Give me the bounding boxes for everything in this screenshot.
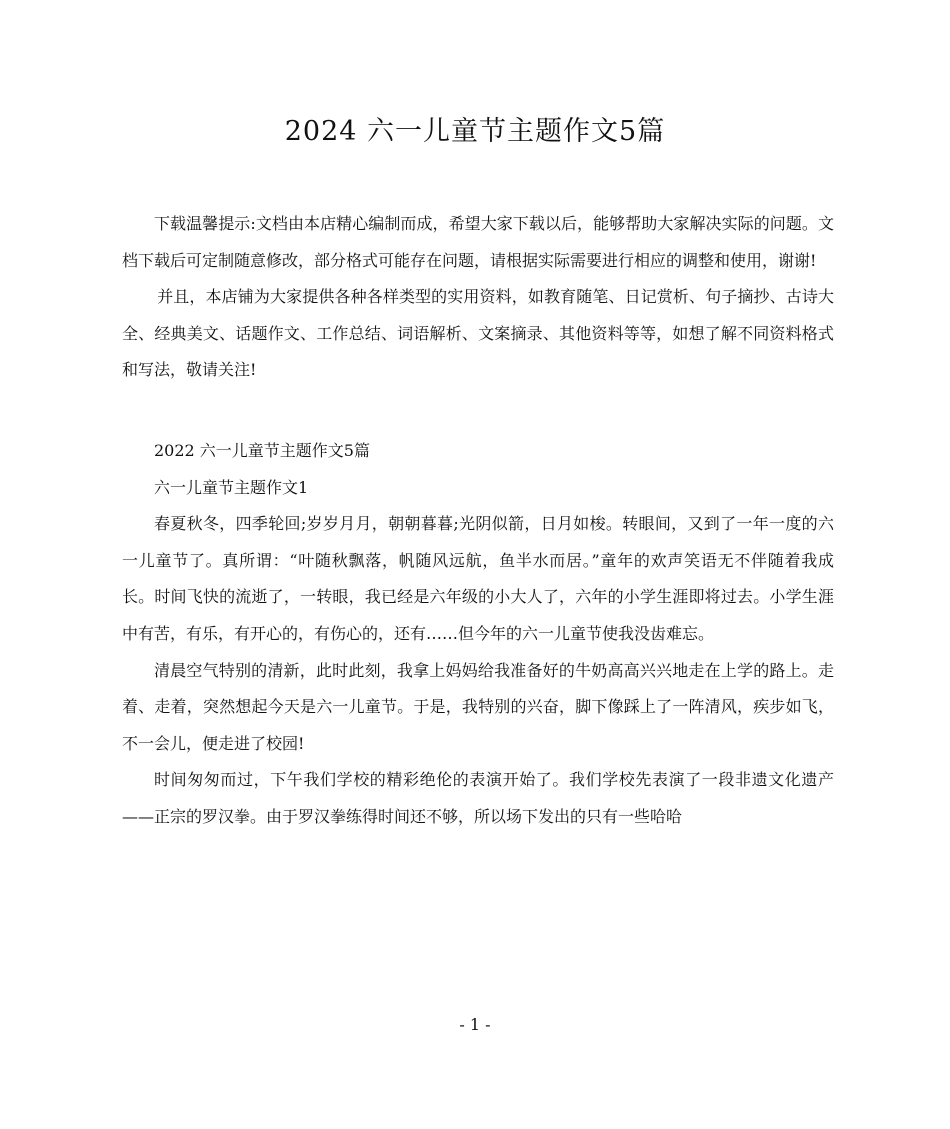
document-subtitle: 2022 六一儿童节主题作文5篇 (154, 440, 370, 460)
essay-paragraph: 清晨空气特别的清新，此时此刻，我拿上妈妈给我准备好的牛奶高高兴兴地走在上学的路上。走着、走着，突然想起今天是六一儿童节。于是，我特别的兴奋，脚下像踩上了一阵清风，疾步如飞，不一会儿，便走进了校园! (122, 660, 834, 753)
page-number: - 1 - (459, 1015, 491, 1034)
essay-heading: 六一儿童节主题作文1 (154, 477, 309, 497)
download-notice-paragraph: 下载温馨提示:文档由本店精心编制而成，希望大家下载以后，能够帮助大家解决实际的问题。文档下载后可定制随意修改，部分格式可能存在问题，请根据实际需要进行相应的调整和使用，谢谢! (122, 214, 834, 270)
essay-paragraph: 时间匆匆而过，下午我们学校的精彩绝伦的表演开始了。我们学校先表演了一段非遗文化遗产——正宗的罗汉拳。由于罗汉拳练得时间还不够，所以场下发出的只有一些哈哈 (122, 770, 834, 826)
document-title: 2024 六一儿童节主题作文5篇 (284, 116, 666, 147)
store-notice-paragraph: 并且，本店铺为大家提供各种各样类型的实用资料，如教育随笔、日记赏析、句子摘抄、古诗大全、经典美文、话题作文、工作总结、词语解析、文案摘录、其他资料等等，如想了解不同资料格式和写法，敬请关注! (122, 287, 834, 380)
document-body (122, 206, 834, 836)
essay-paragraph: 春夏秋冬，四季轮回;岁岁月月，朝朝暮暮;光阴似箭，日月如梭。转眼间，又到了一年一度的六一儿童节了。真所谓：“叶随秋飘落，帆随风远航，鱼半水而居。”童年的欢声笑语无不伴随着我成长。时间飞快的流逝了，一转眼，我已经是六年级的小大人了，六年的小学生涯即将过去。小学生涯中有苦，有乐，有开心的，有伤心的，还有……但今年的六一儿童节使我没齿难忘。 (122, 514, 834, 643)
section-spacer (122, 389, 834, 433)
